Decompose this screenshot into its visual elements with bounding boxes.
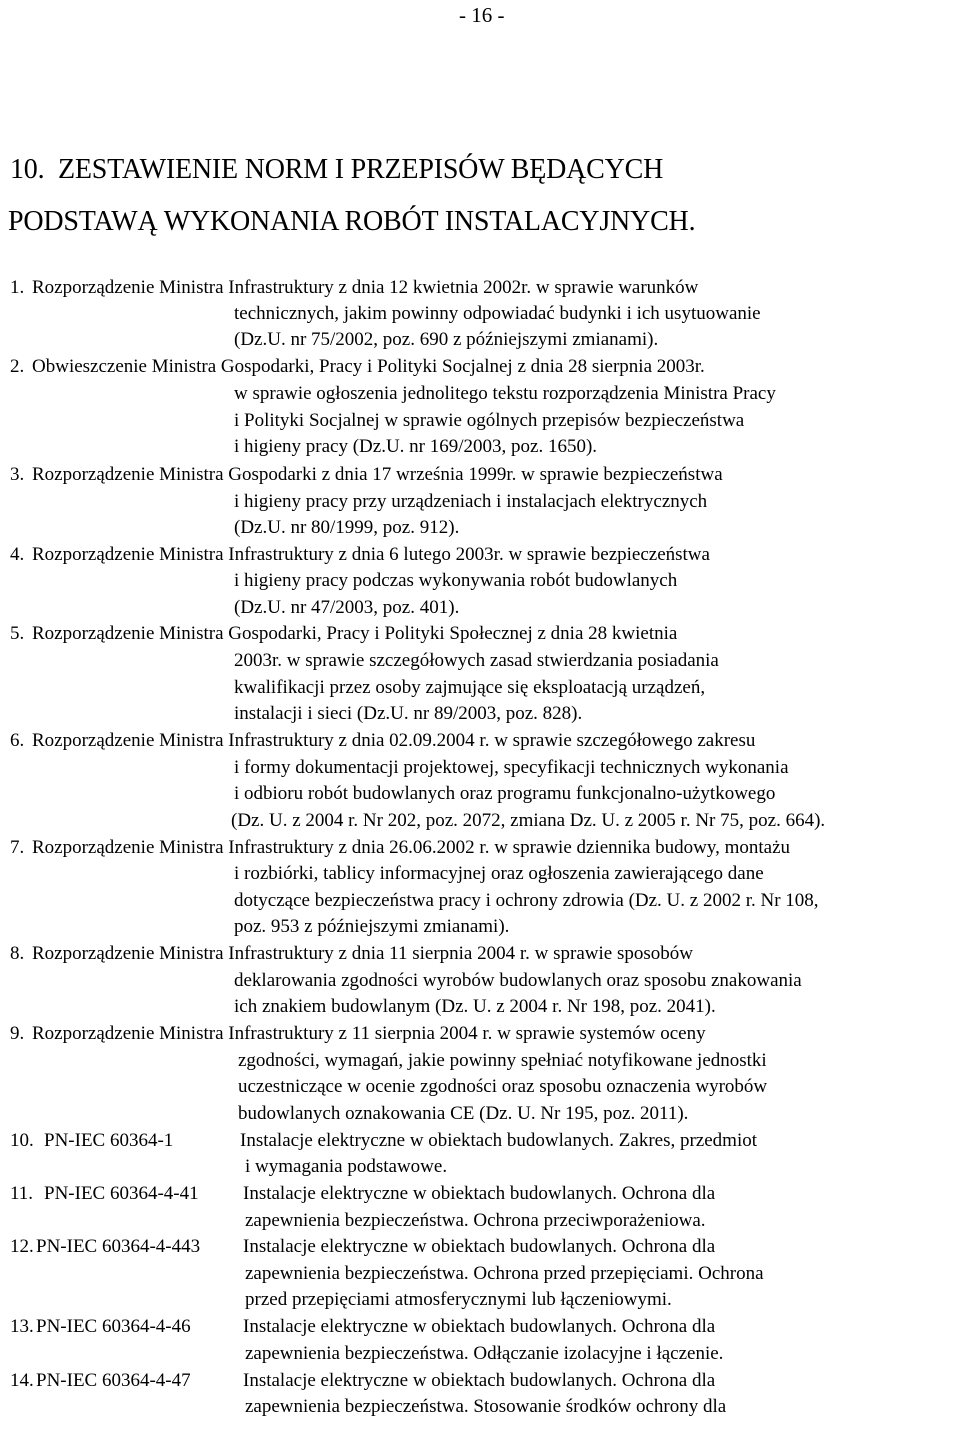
list-item-number: 8.: [10, 943, 25, 964]
list-item-text: (Dz.U. nr 80/1999, poz. 912).: [234, 517, 460, 538]
list-item-number: 4.: [10, 544, 25, 565]
list-item-text: zapewnienia bezpieczeństwa. Ochrona przed przepięciami. Ochrona: [245, 1263, 764, 1284]
list-item-number: 7.: [10, 837, 25, 858]
list-item-text: instalacji i sieci (Dz.U. nr 89/2003, poz. 828).: [234, 703, 583, 724]
list-item-text: zapewnienia bezpieczeństwa. Ochrona przeciwporażeniowa.: [245, 1210, 706, 1231]
list-item-text: poz. 953 z późniejszymi zmianami).: [234, 916, 510, 937]
list-item-text: Instalacje elektryczne w obiektach budowlanych. Ochrona dla: [243, 1316, 716, 1337]
list-item-text: i higieny pracy przy urządzeniach i instalacjach elektrycznych: [234, 491, 708, 512]
list-item-text: Rozporządzenie Ministra Infrastruktury z dnia 11 sierpnia 2004 r. w sprawie sposobów: [32, 943, 693, 964]
list-item-text: ich znakiem budowlanym (Dz. U. z 2004 r. Nr 198, poz. 2041).: [234, 996, 716, 1017]
list-item-text: Instalacje elektryczne w obiektach budowlanych. Zakres, przedmiot: [240, 1130, 758, 1151]
list-item-text: i Polityki Socjalnej w sprawie ogólnych przepisów bezpieczeństwa: [234, 410, 745, 431]
list-item-number: 12.: [10, 1236, 34, 1257]
list-item-text: (Dz.U. nr 75/2002, poz. 690 z późniejszymi zmianami).: [234, 329, 659, 350]
list-item-text: i higieny pracy (Dz.U. nr 169/2003, poz. 1650).: [234, 436, 598, 457]
list-item-number: 2.: [10, 356, 25, 377]
list-item-text: zgodności, wymagań, jakie powinny spełniać notyfikowane jednostki: [238, 1050, 767, 1071]
list-item-text: Rozporządzenie Ministra Gospodarki, Pracy i Polityki Społecznej z dnia 28 kwietnia: [32, 623, 678, 644]
list-item-number: 1.: [10, 277, 25, 298]
section-heading-line-2: PODSTAWĄ WYKONANIA ROBÓT INSTALACYJNYCH.: [8, 206, 696, 237]
list-item-text: kwalifikacji przez osoby zajmujące się eksploatacją urządzeń,: [234, 677, 706, 698]
list-item-text: deklarowania zgodności wyrobów budowlanych oraz sposobu znakowania: [234, 970, 802, 991]
list-item-number: 6.: [10, 730, 25, 751]
list-item-text: Rozporządzenie Ministra Infrastruktury z dnia 6 lutego 2003r. w sprawie bezpieczeństwa: [32, 544, 710, 565]
list-item-text: technicznych, jakim powinny odpowiadać budynki i ich usytuowanie: [234, 303, 761, 324]
list-item-number: 11.: [10, 1183, 34, 1204]
list-item-text: uczestniczące w ocenie zgodności oraz sposobu oznaczenia wyrobów: [238, 1076, 768, 1097]
list-item-text: i odbioru robót budowlanych oraz programu funkcjonalno-użytkowego: [234, 783, 776, 804]
list-item-number: 9.: [10, 1023, 25, 1044]
list-item-number: 14.: [10, 1370, 34, 1391]
list-item-text: Instalacje elektryczne w obiektach budowlanych. Ochrona dla: [243, 1183, 716, 1204]
section-heading-line-1: 10. ZESTAWIENIE NORM I PRZEPISÓW BĘDĄCYCH: [10, 154, 664, 185]
list-item-text: zapewnienia bezpieczeństwa. Odłączanie izolacyjne i łączenie.: [245, 1343, 724, 1364]
list-item-text: dotyczące bezpieczeństwa pracy i ochrony zdrowia (Dz. U. z 2002 r. Nr 108,: [234, 890, 819, 911]
list-item-text: budowlanych oznakowania CE (Dz. U. Nr 195, poz. 2011).: [238, 1103, 689, 1124]
standard-code: PN-IEC 60364-4-41: [44, 1183, 199, 1204]
list-item-number: 10.: [10, 1130, 34, 1151]
standard-code: PN-IEC 60364-4-443: [36, 1236, 201, 1257]
list-item-number: 5.: [10, 623, 25, 644]
list-item-number: 3.: [10, 464, 25, 485]
page-number: - 16 -: [459, 3, 505, 27]
list-item-text: Instalacje elektryczne w obiektach budowlanych. Ochrona dla: [243, 1236, 716, 1257]
list-item-text: i higieny pracy podczas wykonywania robót budowlanych: [234, 570, 678, 591]
list-item-number: 13.: [10, 1316, 34, 1337]
list-item-text: Rozporządzenie Ministra Infrastruktury z 11 sierpnia 2004 r. w sprawie systemów oceny: [32, 1023, 706, 1044]
list-item-text: (Dz. U. z 2004 r. Nr 202, poz. 2072, zmiana Dz. U. z 2005 r. Nr 75, poz. 664).: [231, 810, 826, 831]
list-item-text: i formy dokumentacji projektowej, specyfikacji technicznych wykonania: [234, 757, 789, 778]
list-item-text: Obwieszczenie Ministra Gospodarki, Pracy i Polityki Socjalnej z dnia 28 sierpnia 2003r.: [32, 356, 705, 377]
list-item-text: przed przepięciami atmosferycznymi lub łączeniowymi.: [245, 1289, 672, 1310]
list-item-text: Rozporządzenie Ministra Infrastruktury z dnia 12 kwietnia 2002r. w sprawie warunków: [32, 277, 699, 298]
list-item-text: w sprawie ogłoszenia jednolitego tekstu rozporządzenia Ministra Pracy: [234, 383, 776, 404]
list-item-text: Instalacje elektryczne w obiektach budowlanych. Ochrona dla: [243, 1370, 716, 1391]
list-item-text: (Dz.U. nr 47/2003, poz. 401).: [234, 597, 460, 618]
list-item-text: Rozporządzenie Ministra Gospodarki z dnia 17 września 1999r. w sprawie bezpieczeństwa: [32, 464, 723, 485]
list-item-text: zapewnienia bezpieczeństwa. Stosowanie środków ochrony dla: [245, 1396, 727, 1417]
list-item-text: Rozporządzenie Ministra Infrastruktury z dnia 26.06.2002 r. w sprawie dziennika budowy, montażu: [32, 837, 791, 858]
standard-code: PN-IEC 60364-1: [44, 1130, 174, 1151]
list-item-text: Rozporządzenie Ministra Infrastruktury z dnia 02.09.2004 r. w sprawie szczegółowego zakresu: [32, 730, 756, 751]
standard-code: PN-IEC 60364-4-47: [36, 1370, 191, 1391]
standard-code: PN-IEC 60364-4-46: [36, 1316, 191, 1337]
list-item-text: 2003r. w sprawie szczegółowych zasad stwierdzania posiadania: [234, 650, 719, 671]
list-item-text: i wymagania podstawowe.: [245, 1156, 448, 1177]
list-item-text: i rozbiórki, tablicy informacyjnej oraz ogłoszenia zawierającego dane: [234, 863, 764, 884]
